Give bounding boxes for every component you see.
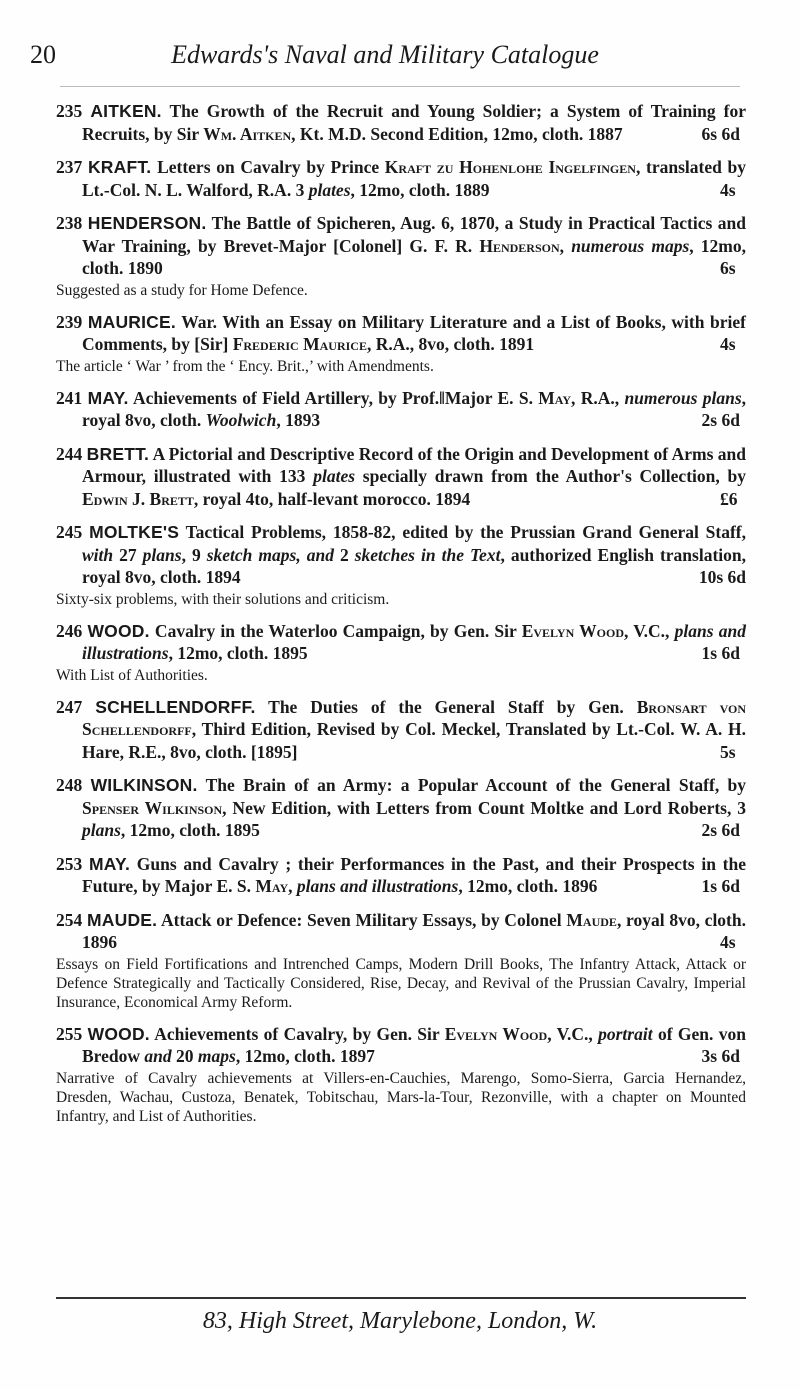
page-title: Edwards's Naval and Military Catalogue (171, 40, 599, 69)
entry-text: War. With an Essay on Military Literature and a List of Books, with brief Comments, by [Sir] (82, 311, 747, 354)
entry-text: portrait (598, 1023, 653, 1044)
entry-number: 248 (56, 775, 83, 795)
entry-number: 255 (56, 1023, 83, 1044)
entry-text: specially drawn from the Author's Collection, by (355, 466, 746, 486)
entry-text: , (559, 235, 572, 256)
entry-author: WILKINSON. (90, 775, 198, 795)
entry-description: 247 SCHELLENDORFF. The Duties of the General Staff by Gen. Bronsart von Schellendorff, Third Edition, Revised by Col. Meckel, Translated by Lt.-Col. W. A. H. Hare, R.E., 8vo, cloth. [1895] 5s (56, 696, 746, 762)
entry-author: SCHELLENDORFF. (95, 696, 256, 717)
entry-author: MAURICE. (87, 311, 176, 332)
catalogue-entries (56, 100, 746, 1137)
entry-text: , 9 (181, 544, 207, 565)
entry-text: , Kt. M.D. Second Edition, 12mo, cloth. 1887 (291, 123, 623, 144)
entry-text: , Third Edition, Revised by Col. Meckel, Translated by Lt.-Col. W. A. H. Hare, R.E., 8vo, cloth. [1895] (82, 719, 746, 762)
catalogue-entry (56, 774, 746, 842)
entry-description (56, 1023, 746, 1068)
entry-text: , royal 4to, half-levant morocco. 1894 (193, 488, 471, 509)
entry-note: Narrative of Cavalry achievements at Villers-en-Cauchies, Marengo, Somo-Sierra, Garcia Hernandez, Dresden, Wachau, Custoza, Benatek, Tobitschau, Mars-la-Tour, Rezonville, with a chapter on Mounted Infantry, and List of Authorities. (56, 1069, 746, 1125)
page-number: 20 (30, 40, 56, 69)
entry-text: , 12mo, cloth. 1890 (82, 235, 747, 278)
entry-text: Letters on Cavalry by Prince (151, 157, 385, 177)
entry-text: May (255, 876, 289, 896)
entry-text: , R.A., (571, 387, 625, 408)
entry-text: , V.C., (547, 1023, 599, 1044)
entry-text: , 12mo, cloth. 1895 (120, 820, 260, 840)
publisher-imprint: 83, High Street, Marylebone, London, W. (202, 1308, 598, 1334)
entry-price: 6s 6d (701, 123, 740, 144)
entry-text: The Battle of Spicheren, Aug. 6, 1870, a Study in Practical Tactics and War Training, by Brevet-Major [Colonel] G. F. R. (82, 213, 747, 256)
entry-text: Achievements of Cavalry, by Gen. Sir (149, 1023, 445, 1044)
entry-text: numerous maps (571, 235, 690, 256)
entry-author: WOOD. (87, 1023, 150, 1044)
entry-number: 239 (56, 311, 83, 332)
entry-text: Wm. Aitken (203, 123, 292, 144)
entry-description (56, 774, 746, 842)
entry-description (56, 620, 746, 665)
entry-text: , 12mo, cloth. 1889 (350, 179, 490, 200)
entry-text: and (144, 1046, 172, 1066)
entry-text: Achievements of Field Artillery, by Prof.‖Major E. S. (128, 387, 539, 408)
entry-author: MAY. (87, 387, 129, 408)
entry-text: , translated by Lt.-Col. N. L. Walford, R.A. 3 (82, 157, 747, 200)
entry-note: With List of Authorities. (56, 666, 208, 684)
entry-text: , New Edition, with Letters from Count Moltke and Lord Roberts, 3 (222, 797, 746, 818)
entry-text: plans (142, 544, 182, 565)
entry-price: 10s 6d (698, 567, 746, 587)
entry-number: 254 (56, 909, 83, 930)
entry-text: , V.C., (624, 620, 675, 641)
catalogue-entry (56, 100, 746, 145)
entry-text: Cavalry in the Waterloo Campaign, by Gen. Sir (149, 620, 522, 641)
entry-text: Tactical Problems, 1858-82, edited by the Prussian Grand General Staff, (179, 522, 747, 542)
entry-number: 237 (56, 157, 83, 177)
entry-text: , royal 8vo, cloth. (82, 387, 747, 430)
catalogue-entry (56, 1023, 746, 1126)
catalogue-entry (56, 212, 746, 300)
entry-number: 235 (56, 101, 83, 121)
entry-author: BRETT. (86, 443, 150, 464)
entry-text: A Pictorial and Descriptive Record of the Origin and Development of Arms and Armour, illustrated with 133 (82, 443, 746, 486)
entry-price: 1s 6d (701, 643, 740, 663)
entry-number: 246 (56, 620, 83, 641)
entry-description (56, 853, 746, 898)
entry-price: 1s 6d (701, 876, 740, 896)
entry-text: , 12mo, cloth. 1897 (235, 1046, 375, 1066)
entry-number: 244 (56, 443, 83, 464)
entry-description: 239 MAURICE. War. With an Essay on Military Literature and a List of Books, with brief Comments, by [Sir] Frederic Maurice, R.A., 8vo, cloth. 1891 4s (56, 311, 747, 354)
entry-text: Guns and Cavalry ; their Performances in the Past, and their Prospects in the Future, by Major E. S. (82, 853, 747, 896)
entry-text: , 12mo, cloth. 1896 (458, 876, 598, 896)
entry-description: 244 BRETT. A Pictorial and Descriptive Record of the Origin and Development of Arms and Armour, illustrated with 133 plates specially drawn from the Author's Collection, by Edwin J. Brett, royal 4to, half-levant morocco. 1894 £6 (56, 443, 746, 509)
entry-price: 2s 6d (701, 410, 740, 430)
entry-note: Essays on Field Fortifications and Intrenched Camps, Modern Drill Books, The Infantry Attack, Attack or Defence Strategically and Tactically Considered, Rise, Decay, and Revival of the Prussian Cavalry, Imperial Insurance, Economical Army Reform. (56, 955, 746, 1011)
entry-note: Sixty-six problems, with their solutions and criticism. (56, 590, 390, 608)
catalogue-entry (56, 156, 746, 201)
entry-text: maps (197, 1046, 236, 1066)
entry-text: Woolwich (205, 410, 277, 430)
entry-text: , 12mo, cloth. 1895 (168, 643, 308, 663)
entry-text: May (538, 387, 572, 408)
entry-text: sketch maps, and (206, 544, 334, 565)
entry-text: with (82, 544, 114, 565)
entry-text: 27 (113, 544, 143, 565)
entry-text: , R.A., 8vo, cloth. 1891 (366, 334, 535, 354)
catalogue-entry (56, 521, 746, 609)
entry-text: Bronsart von Schellendorff (82, 696, 746, 739)
entry-number: 253 (56, 853, 83, 874)
entry-text: 20 (171, 1046, 198, 1066)
entry-description (56, 521, 746, 589)
entry-text: Evelyn Wood (521, 620, 624, 641)
entry-number: 238 (56, 213, 83, 233)
entry-text: , 1893 (276, 410, 321, 430)
entry-text: The Growth of the Recruit and Young Soldier; a System of Training for Recruits, by Sir (82, 101, 746, 144)
entry-text: , royal 8vo, cloth. 1896 (82, 909, 746, 952)
entry-text: Henderson (479, 235, 560, 256)
catalogue-entry (56, 311, 746, 376)
entry-description (56, 100, 746, 145)
entry-text: of Gen. von Bredow (82, 1023, 746, 1066)
entry-note: The article ‘ War ’ from the ‘ Ency. Brit.,’ with Amendments. (56, 357, 434, 375)
header-rule (60, 86, 740, 87)
entry-author: AITKEN. (90, 101, 162, 121)
entry-price: 3s 6d (701, 1046, 740, 1066)
entry-description: 238 HENDERSON. The Battle of Spicheren, Aug. 6, 1870, a Study in Practical Tactics and War Training, by Brevet-Major [Colonel] G. F. R. Henderson, numerous maps, 12mo, cloth. 1890 6s (56, 213, 747, 278)
entry-text: 2 (333, 544, 355, 565)
entry-text: The Brain of an Army: a Popular Account of the General Staff, by (197, 775, 746, 795)
entry-text: , (288, 876, 297, 896)
catalogue-entry (56, 620, 746, 685)
entry-number: 245 (56, 522, 83, 542)
entry-text: plans and illustrations (82, 620, 746, 663)
entry-number: 247 (56, 696, 83, 717)
catalogue-entry (56, 696, 746, 764)
entry-text: Kraft zu Hohenlohe Ingelfingen (384, 157, 636, 177)
entry-text: numerous plans (624, 387, 742, 408)
catalogue-entry (56, 387, 746, 432)
entry-text: Spenser Wilkinson (82, 797, 223, 818)
entry-text: Frederic Maurice (232, 334, 367, 354)
entry-text: plates (313, 466, 356, 486)
entry-author: KRAFT. (87, 157, 152, 177)
entry-text: Evelyn Wood (444, 1023, 548, 1044)
entry-author: MAUDE. (86, 909, 158, 930)
entry-author: HENDERSON. (87, 213, 207, 233)
entry-author: MOLTKE'S (89, 522, 180, 542)
running-head (30, 34, 740, 74)
entry-text: , authorized English translation, royal 8vo, cloth. 1894 (82, 544, 746, 587)
entry-text: Attack or Defence: Seven Military Essays, by Colonel (157, 909, 567, 930)
entry-text: sketches in the Text (354, 544, 501, 565)
entry-text: The Duties of the General Staff by Gen. (255, 696, 637, 717)
catalogue-entry (56, 909, 746, 1012)
entry-text: Maude (566, 909, 617, 930)
entry-note: Suggested as a study for Home Defence. (56, 281, 308, 299)
entry-text: plans (82, 820, 121, 840)
entry-description (56, 387, 746, 432)
entry-text: plans and illustrations (296, 876, 459, 896)
entry-description: 237 KRAFT. Letters on Cavalry by Prince Kraft zu Hohenlohe Ingelfingen, translated by Lt.-Col. N. L. Walford, R.A. 3 plates, 12mo, cloth. 1889 4s (56, 157, 747, 200)
entry-text: plates (308, 179, 351, 200)
catalogue-entry (56, 443, 746, 511)
entry-price: 2s 6d (701, 820, 740, 840)
entry-author: MAY. (89, 853, 131, 874)
entry-author: WOOD. (87, 620, 150, 641)
footer-rule (56, 1297, 746, 1299)
entry-description: 254 MAUDE. Attack or Defence: Seven Military Essays, by Colonel Maude, royal 8vo, cloth. 1896 4s (56, 909, 746, 952)
catalogue-entry (56, 853, 746, 898)
entry-number: 241 (56, 387, 83, 408)
entry-text: Edwin J. Brett (82, 488, 194, 509)
